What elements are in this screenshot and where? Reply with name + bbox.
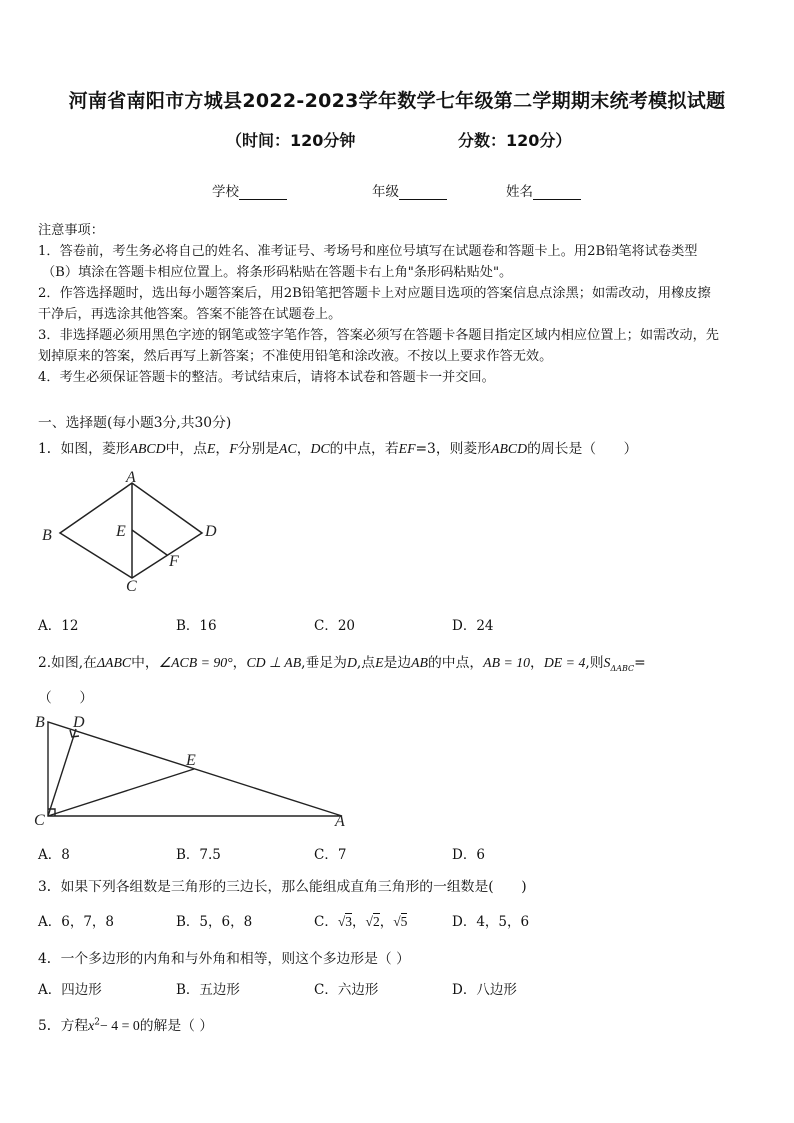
- q3-option-d[interactable]: D．4，5，6: [452, 914, 530, 930]
- note-line: （B）填涂在答题卡相应位置上。将条形码粘贴在答题卡右上角"条形码粘贴处"。: [42, 265, 513, 280]
- exam-title: 河南省南阳市方城县2022-2023学年数学七年级第二学期期末统考模拟试题: [68, 90, 726, 112]
- name-label: 姓名: [506, 184, 533, 200]
- school-field[interactable]: [212, 180, 287, 200]
- q3-option-b[interactable]: B．5，6，8: [176, 914, 253, 930]
- grade-label: 年级: [372, 184, 399, 200]
- label-d: D: [205, 523, 217, 540]
- notes-block: [38, 220, 719, 388]
- segment-ef: [132, 530, 167, 555]
- notes-heading: 注意事项：: [38, 223, 104, 238]
- q4-option-b[interactable]: B．五边形: [176, 982, 240, 998]
- label-e2: E: [186, 752, 196, 769]
- note-line: 1．答卷前，考生务必将自己的姓名、准考证号、考场号和座位号填写在试题卷和答题卡上。用2B铅笔将试卷类型: [38, 244, 698, 259]
- label-a: A: [126, 469, 136, 486]
- note-line: 4．考生必须保证答题卡的整洁。考试结束后，请将本试卷和答题卡一并交回。: [38, 370, 495, 385]
- q2-option-b[interactable]: B．7.5: [176, 847, 221, 863]
- label-e: E: [116, 523, 126, 540]
- median-ce: [48, 769, 194, 816]
- label-f: F: [169, 553, 179, 570]
- question-5-text: 5．方程$x^2- 4 = 0$的解是（ ）: [38, 1017, 214, 1034]
- school-label: 学校: [212, 184, 239, 200]
- label-b: B: [42, 527, 52, 544]
- q2-option-d[interactable]: D．6: [452, 847, 485, 863]
- q1-option-b[interactable]: B．16: [176, 618, 217, 634]
- grade-field[interactable]: [372, 180, 447, 200]
- right-triangle-figure: [30, 712, 360, 832]
- altitude-cd: [48, 729, 76, 816]
- q4-option-c[interactable]: C．六边形: [314, 982, 379, 998]
- q3-option-c[interactable]: C．√3，√2，√5: [314, 914, 408, 930]
- note-line: 划掉原来的答案，然后再写上新答案；不准使用铅笔和涂改液。不按以上要求作答无效。: [38, 349, 553, 364]
- label-a2: A: [335, 813, 345, 830]
- q1-option-c[interactable]: C．20: [314, 618, 356, 634]
- q1-option-a[interactable]: A．12: [38, 618, 79, 634]
- rhombus-figure: [30, 466, 230, 596]
- question-4-text: 4．一个多边形的内角和与外角和相等，则这个多边形是（ ）: [38, 951, 410, 967]
- label-c: C: [126, 578, 137, 595]
- note-line: 3．非选择题必须用黑色字迹的钢笔或签字笔作答，答案必须写在答题卡各题目指定区域内相应位置上；如需改动，先: [38, 328, 719, 343]
- question-3-text: 3．如果下列各组数是三角形的三边长，那么能组成直角三角形的一组数是( ): [38, 879, 527, 895]
- question-2-paren: （ ）: [38, 690, 94, 706]
- q1-option-d[interactable]: D．24: [452, 618, 494, 634]
- q2-option-c[interactable]: C．7: [314, 847, 347, 863]
- exam-time: （时间：120分钟: [226, 131, 356, 150]
- grade-blank[interactable]: [399, 185, 447, 200]
- q4-option-d[interactable]: D．八边形: [452, 982, 517, 998]
- question-1-text: 1．如图，菱形ABCD中，点E，F分别是AC，DC的中点，若EF=3，则菱形ABCD的周长是（ ）: [38, 441, 638, 457]
- label-c2: C: [34, 812, 45, 829]
- section-heading: 一、选择题(每小题3分,共30分): [38, 415, 232, 431]
- q4-option-a[interactable]: A．四边形: [38, 982, 102, 998]
- name-blank[interactable]: [533, 185, 581, 200]
- rhombus-shape: [60, 483, 202, 578]
- school-blank[interactable]: [239, 185, 287, 200]
- q2-option-a[interactable]: A．8: [38, 847, 70, 863]
- note-line: 干净后，再选涂其他答案。答案不能答在试题卷上。: [38, 307, 342, 322]
- name-field[interactable]: [506, 180, 581, 200]
- note-line: 2．作答选择题时，选出每小题答案后，用2B铅笔把答题卡上对应题目选项的答案信息点涂黑；如需改动，用橡皮擦: [38, 286, 711, 301]
- label-d2: D: [73, 714, 85, 731]
- label-b2: B: [35, 714, 45, 731]
- exam-score: 分数：120分）: [458, 131, 572, 150]
- q3-option-a[interactable]: A．6，7，8: [38, 914, 115, 930]
- question-2-text: 2.如图,在ΔABC中，∠ACB = 90°，CD ⊥ AB,垂足为D,点E是边AB的中点，AB = 10，DE = 4,则$S_{\Delta ABC}=$: [38, 655, 646, 673]
